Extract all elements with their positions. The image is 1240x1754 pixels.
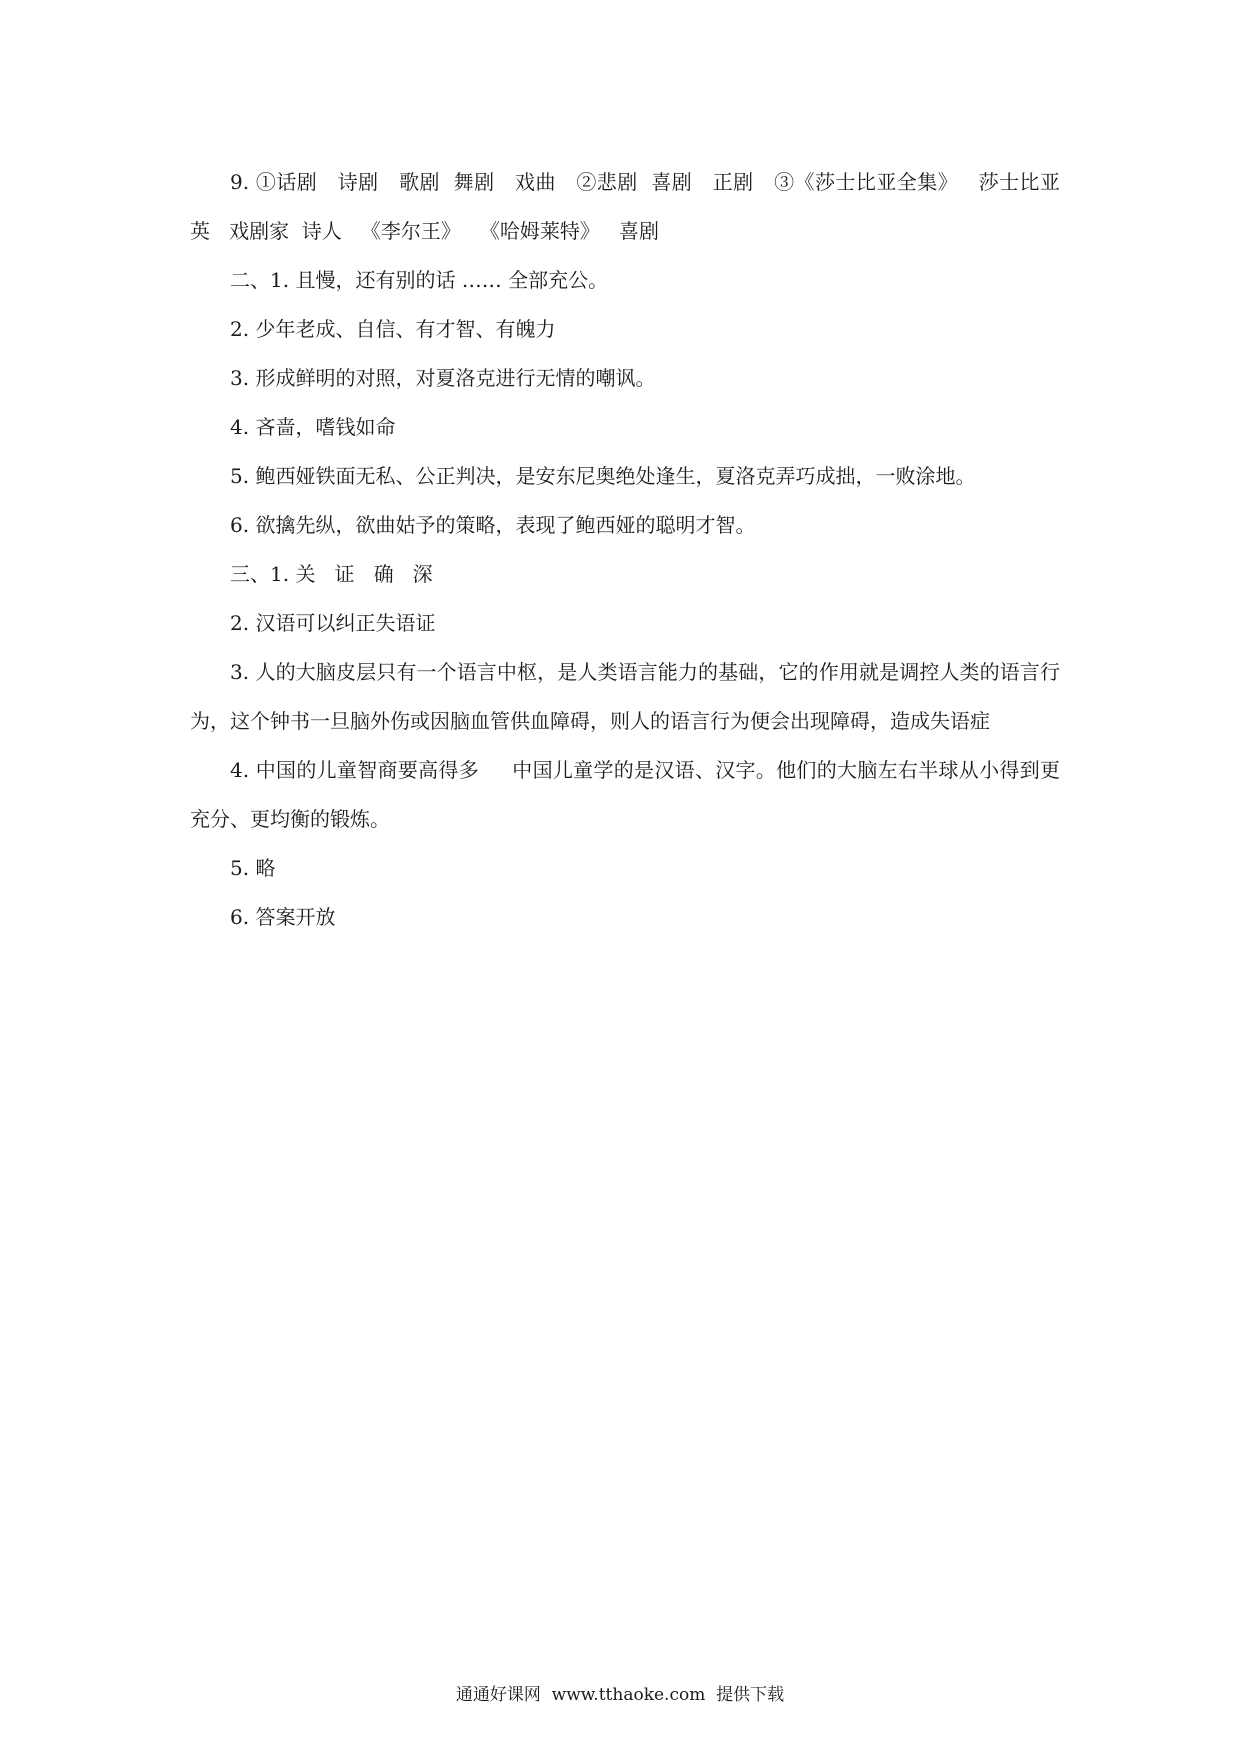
answer-section-3-item-4: 4. 中国的儿童智商要高得多 中国儿童学的是汉语、汉字。他们的大脑左右半球从小得到更充分、更均衡的锻炼。 — [190, 758, 1060, 831]
answer-section-3-item-5: 5. 略 — [230, 856, 276, 880]
answer-section-2-item-6: 6. 欲擒先纵，欲曲姑予的策略，表现了鲍西娅的聪明才智。 — [230, 513, 756, 537]
answer-section-3-item-3: 3. 人的大脑皮层只有一个语言中枢，是人类语言能力的基础，它的作用就是调控人类的语言行为，这个钟书一旦脑外伤或因脑血管供血障碍，则人的语言行为便会出现障碍，造成失语症 — [190, 660, 1060, 733]
answer-section-2-item-3: 3. 形成鲜明的对照，对夏洛克进行无情的嘲讽。 — [230, 366, 656, 390]
answer-line-9: 9. ①话剧 诗剧 歌剧 舞剧 戏曲 ②悲剧 喜剧 正剧 ③《莎士比亚全集》 莎士比亚 英 戏剧家 诗人 《李尔王》 《哈姆莱特》 喜剧 — [190, 170, 1080, 243]
page-footer: 通通好课网 www.tthaoke.com 提供下载 — [455, 1685, 785, 1705]
answer-section-2-item-2: 2. 少年老成、自信、有才智、有魄力 — [230, 317, 556, 341]
answer-section-2-item-1: 二、1. 且慢，还有别的话 …… 全部充公。 — [230, 268, 609, 292]
answer-section-3-item-2: 2. 汉语可以纠正失语证 — [230, 611, 436, 635]
answer-section-3-item-6: 6. 答案开放 — [230, 905, 336, 929]
answer-content — [190, 158, 1080, 942]
answer-section-2-item-5: 5. 鲍西娅铁面无私、公正判决，是安东尼奥绝处逢生，夏洛克弄巧成拙，一败涂地。 — [230, 464, 976, 488]
answer-section-3-item-1: 三、1. 关 证 确 深 — [230, 562, 433, 586]
answer-section-2-item-4: 4. 吝啬，嗜钱如命 — [230, 415, 396, 439]
